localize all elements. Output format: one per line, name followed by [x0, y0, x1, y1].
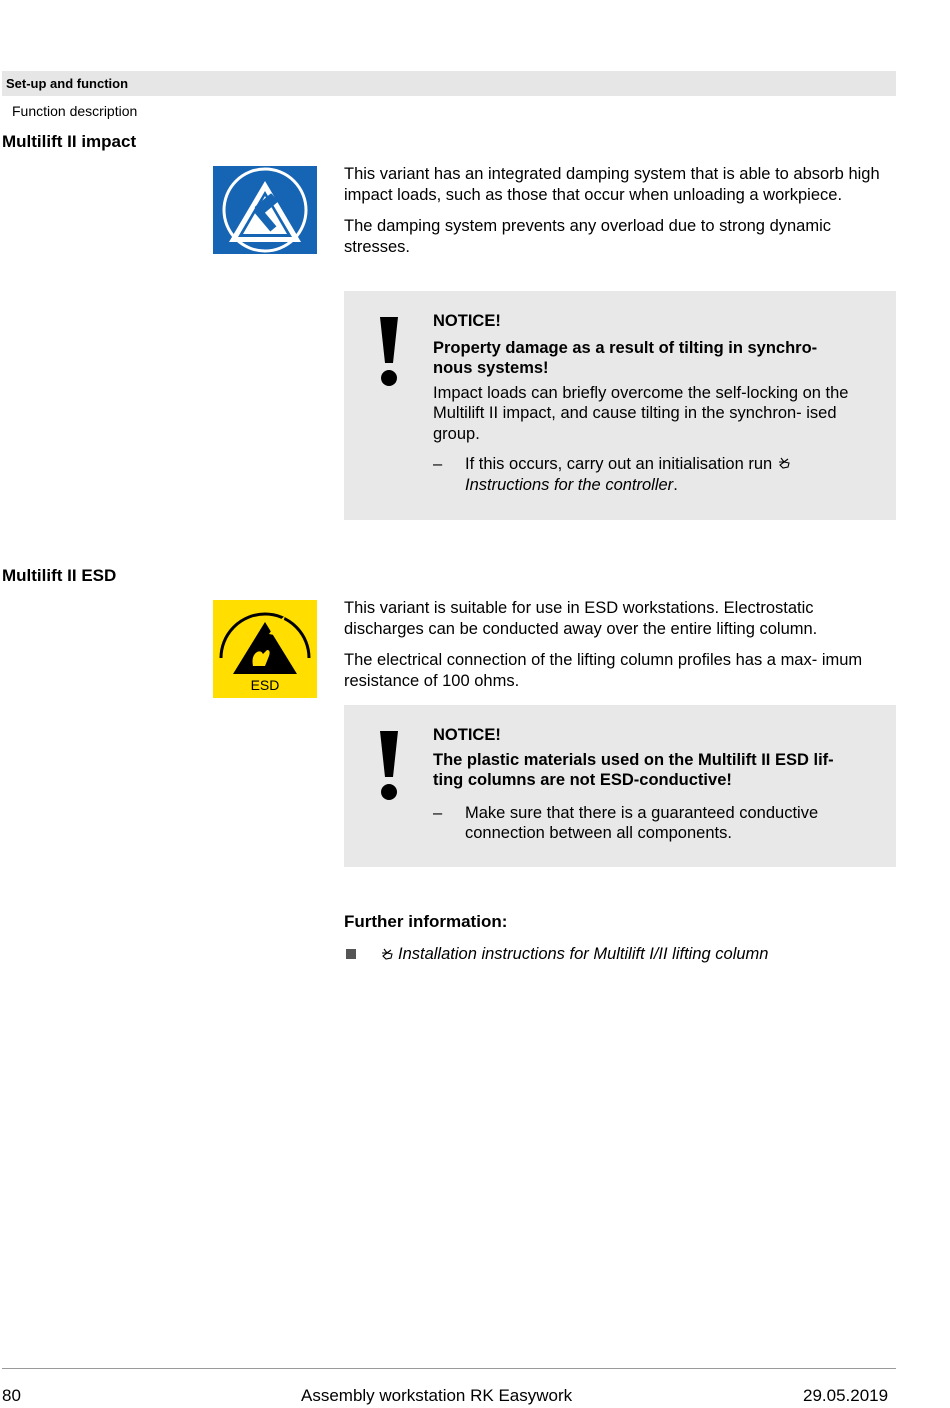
hammer-warning-icon [213, 166, 317, 254]
dash-bullet: – [433, 803, 443, 822]
notice-subtitle-line: The plastic materials used on the Multilift II ESD lif- [433, 750, 834, 769]
dash-bullet: – [433, 455, 443, 473]
notice-subtitle-line: nous systems! [433, 359, 549, 377]
period: . [673, 475, 678, 494]
notice-action-text: If this occurs, carry out an initialisation run [465, 455, 773, 473]
notice-subtitle-line: ting columns are not ESD-conductive! [433, 771, 732, 789]
esd-icon-label: ESD [250, 677, 280, 693]
notice-content [433, 311, 882, 495]
notice-body: Impact loads can briefly overcome the self-locking on the Multilift II impact, and cause tilting in the synchron- ised group. [433, 383, 849, 443]
pointing-hand-icon [777, 456, 791, 470]
notice-content [433, 725, 882, 844]
notice-action-text: Make sure that there is a guaranteed conductive connection between all components. [465, 803, 819, 842]
exclamation-icon [378, 317, 400, 387]
notice-subtitle [433, 338, 882, 379]
impact-paragraph: The damping system prevents any overload due to strong dynamic stresses. [344, 217, 832, 256]
impact-description [344, 164, 896, 268]
section-title: Function description [12, 103, 138, 119]
further-information-title: Further information: [344, 912, 508, 931]
cross-reference-link[interactable]: Instructions for the controller [465, 475, 674, 494]
notice-title: NOTICE! [433, 312, 501, 330]
impact-heading: Multilift II impact [2, 132, 137, 151]
pointing-hand-icon [380, 947, 394, 961]
notice-action-item [433, 454, 882, 495]
impact-paragraph: This variant has an integrated damping system that is able to absorb high impact loads, such as those that occur when unloading a workpiece. [344, 165, 880, 204]
esd-paragraph: The electrical connection of the lifting column profiles has a max- imum resistance of 100 ohms. [344, 651, 863, 690]
square-bullet-icon [346, 949, 356, 959]
notice-title: NOTICE! [433, 726, 501, 744]
page-number: 80 [2, 1386, 21, 1405]
esd-heading: Multilift II ESD [2, 566, 117, 585]
esd-notice-box [344, 705, 896, 867]
document-date: 29.05.2019 [803, 1386, 889, 1405]
notice-subtitle [433, 750, 882, 791]
footer-divider [2, 1368, 896, 1369]
esd-description [344, 598, 896, 702]
document-title: Assembly workstation RK Easywork [301, 1386, 573, 1405]
header-bar [2, 71, 896, 96]
impact-notice-box [344, 291, 896, 520]
esd-warning-icon [213, 600, 317, 698]
notice-subtitle-line: Property damage as a result of tilting in synchro- [433, 338, 818, 357]
cross-reference-link[interactable]: Installation instructions for Multilift I/II lifting column [398, 945, 769, 963]
further-information-item [344, 944, 768, 964]
esd-paragraph: This variant is suitable for use in ESD workstations. Electrostatic discharges can be conducted away over the entire lifting column. [344, 599, 818, 638]
chapter-title: Set-up and function [6, 76, 129, 91]
notice-action-item [433, 803, 882, 844]
exclamation-icon [378, 731, 400, 801]
